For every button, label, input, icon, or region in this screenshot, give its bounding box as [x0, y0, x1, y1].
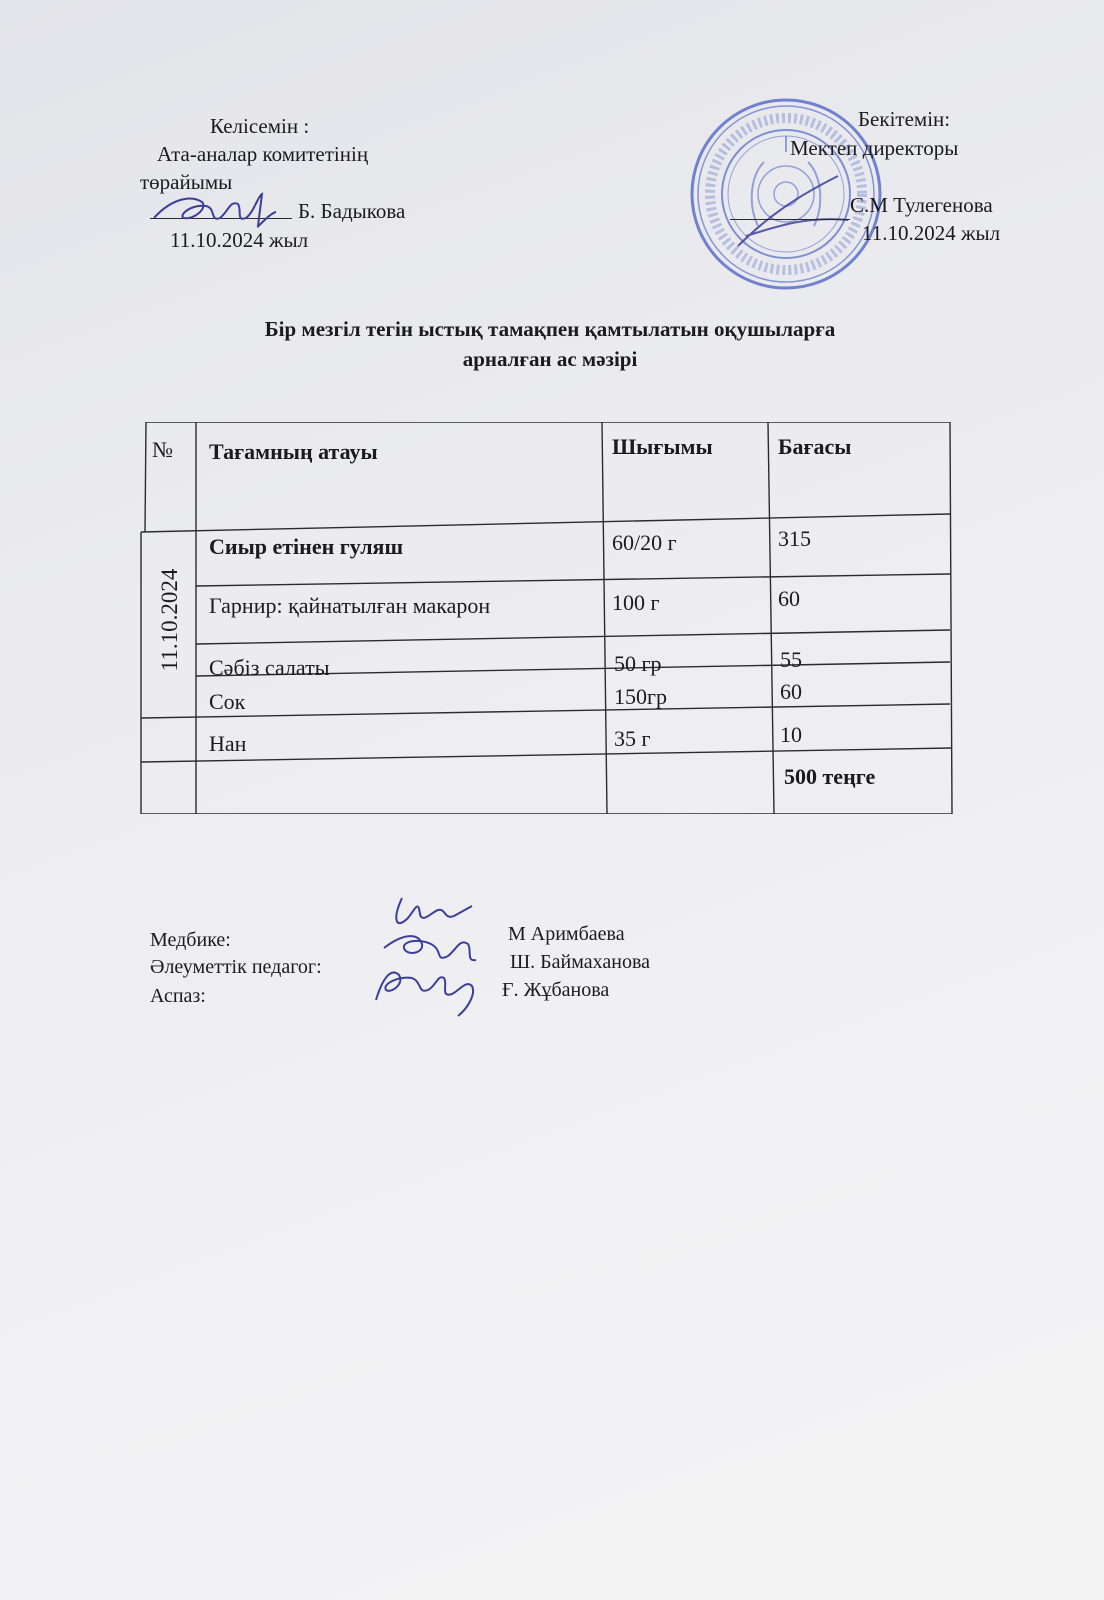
- row-1-price: 315: [778, 526, 811, 551]
- row-line-3: [196, 630, 950, 644]
- agreement-date: 11.10.2024 жыл: [170, 228, 309, 252]
- approval-signature-line: [730, 219, 850, 220]
- agreement-signer: Б. Бадыкова: [298, 199, 406, 223]
- approval-director: Мектеп директоры: [790, 136, 959, 160]
- menu-title-line1: Бір мезгіл тегін ыстық тамақпен қамтылатын оқушыларға: [264, 317, 836, 341]
- header-yield: Шығымы: [612, 434, 713, 459]
- row-3-yield: 50 гр: [614, 651, 662, 676]
- social-pedagogue-role: Әлеуметтік педагог:: [150, 956, 322, 978]
- row-5-yield: 35 г: [614, 726, 651, 751]
- cook-role: Аспаз:: [150, 985, 206, 1007]
- staff-signatures: [372, 890, 492, 1020]
- agreement-committee: Ата-аналар комитетінің: [157, 142, 369, 166]
- row-4-name: Сок: [209, 689, 246, 714]
- row-line-5: [141, 704, 950, 718]
- parent-committee-signature: [150, 188, 280, 234]
- row-1-name: Сиыр етінен гуляш: [209, 534, 404, 559]
- cook-name: Ғ. Жұбанова: [502, 979, 610, 1001]
- approval-date: 11.10.2024 жыл: [862, 221, 1001, 245]
- col-line-3: [768, 422, 774, 814]
- row-3-name: Сәбіз салаты: [209, 655, 330, 680]
- row-1-yield: 60/20 г: [612, 530, 677, 555]
- approval-signer: С.М Тулегенова: [850, 193, 993, 217]
- agreement-chairperson: төрайымы: [140, 170, 233, 194]
- nurse-role: Медбике:: [150, 929, 231, 951]
- total-price: 500 теңге: [784, 764, 876, 789]
- row-3-price: 55: [780, 647, 802, 672]
- nurse-name: М Аримбаева: [508, 923, 625, 945]
- row-line-2: [196, 574, 950, 586]
- agreement-heading: Келісемін :: [210, 114, 310, 138]
- approval-heading: Бекітемін:: [858, 107, 951, 131]
- row-2-yield: 100 г: [612, 590, 660, 615]
- row-5-price: 10: [780, 722, 802, 747]
- menu-title-line2: арналған ас мәзірі: [462, 347, 638, 371]
- row-4-yield: 150гр: [614, 684, 668, 709]
- col-line-2: [602, 422, 607, 814]
- row-2-name: Гарнир: қайнатылған макарон: [209, 593, 491, 618]
- row-5-name: Нан: [209, 731, 247, 756]
- header-dish-name: Тағамның атауы: [209, 439, 378, 464]
- row-line-6: [141, 748, 952, 762]
- menu-date-cell: [148, 530, 192, 710]
- header-number: №: [152, 437, 173, 462]
- menu-title: [150, 314, 950, 374]
- menu-date: 11.10.2024: [157, 568, 182, 672]
- row-2-price: 60: [778, 586, 800, 611]
- header-price: Бағасы: [778, 434, 852, 459]
- row-4-price: 60: [780, 679, 802, 704]
- row-line-1: [141, 514, 950, 532]
- social-pedagogue-name: Ш. Баймаханова: [510, 951, 651, 973]
